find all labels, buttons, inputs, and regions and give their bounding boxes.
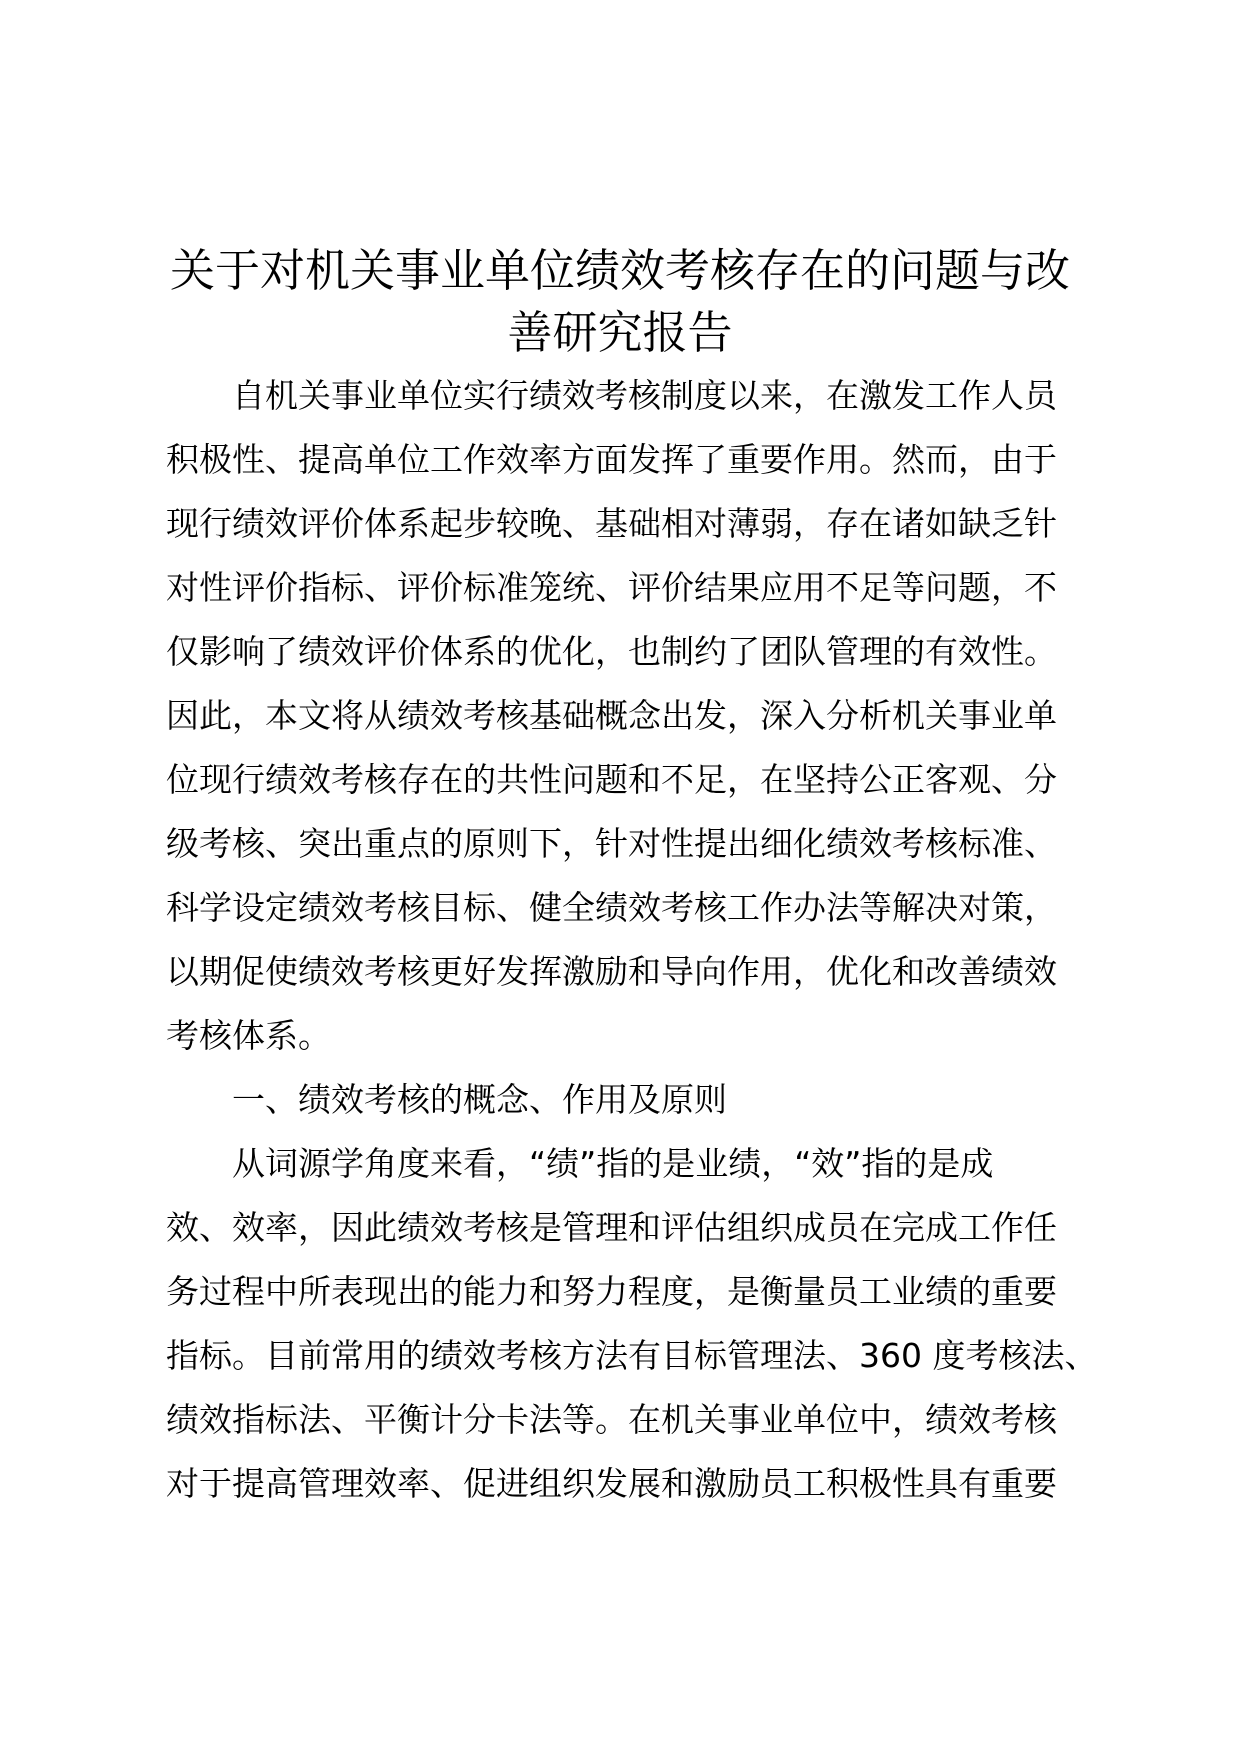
- text-line: 从词源学角度来看，“绩”指的是业绩，“效”指的是成: [166, 1144, 994, 1183]
- text-line: 现行绩效评价体系起步较晚、基础相对薄弱，存在诸如缺乏针: [166, 504, 1057, 543]
- text-line: 对于提高管理效率、促进组织发展和激励员工积极性具有重要: [166, 1464, 1057, 1503]
- section-heading: 一、绩效考核的概念、作用及原则: [166, 1080, 727, 1119]
- text-line: 考核体系。: [166, 1016, 331, 1055]
- text-line: 务过程中所表现出的能力和努力程度，是衡量员工业绩的重要: [166, 1272, 1057, 1311]
- text-line: 位现行绩效考核存在的共性问题和不足，在坚持公正客观、分: [166, 760, 1057, 799]
- document-title-line-2: 善研究报告: [507, 306, 733, 359]
- text-line: 级考核、突出重点的原则下，针对性提出细化绩效考核标准、: [166, 824, 1057, 863]
- text-line: 指标。目前常用的绩效考核方法有目标管理法、360 度考核法、: [166, 1336, 1098, 1375]
- text-line: 对性评价指标、评价标准笼统、评价结果应用不足等问题，不: [166, 568, 1057, 607]
- text-line: 因此，本文将从绩效考核基础概念出发，深入分析机关事业单: [166, 696, 1057, 735]
- text-line: 以期促使绩效考核更好发挥激励和导向作用，优化和改善绩效: [166, 952, 1057, 991]
- text-line: 科学设定绩效考核目标、健全绩效考核工作办法等解决对策，: [166, 888, 1057, 927]
- text-line: 仅影响了绩效评价体系的优化，也制约了团队管理的有效性。: [166, 632, 1057, 671]
- text-line: 自机关事业单位实行绩效考核制度以来，在激发工作人员: [166, 376, 1057, 415]
- text-line: 效、效率，因此绩效考核是管理和评估组织成员在完成工作任: [166, 1208, 1057, 1247]
- text-line: 积极性、提高单位工作效率方面发挥了重要作用。然而，由于: [166, 440, 1057, 479]
- document-title-line-1: 关于对机关事业单位绩效考核存在的问题与改: [169, 244, 1070, 297]
- text-line: 绩效指标法、平衡计分卡法等。在机关事业单位中，绩效考核: [166, 1400, 1057, 1439]
